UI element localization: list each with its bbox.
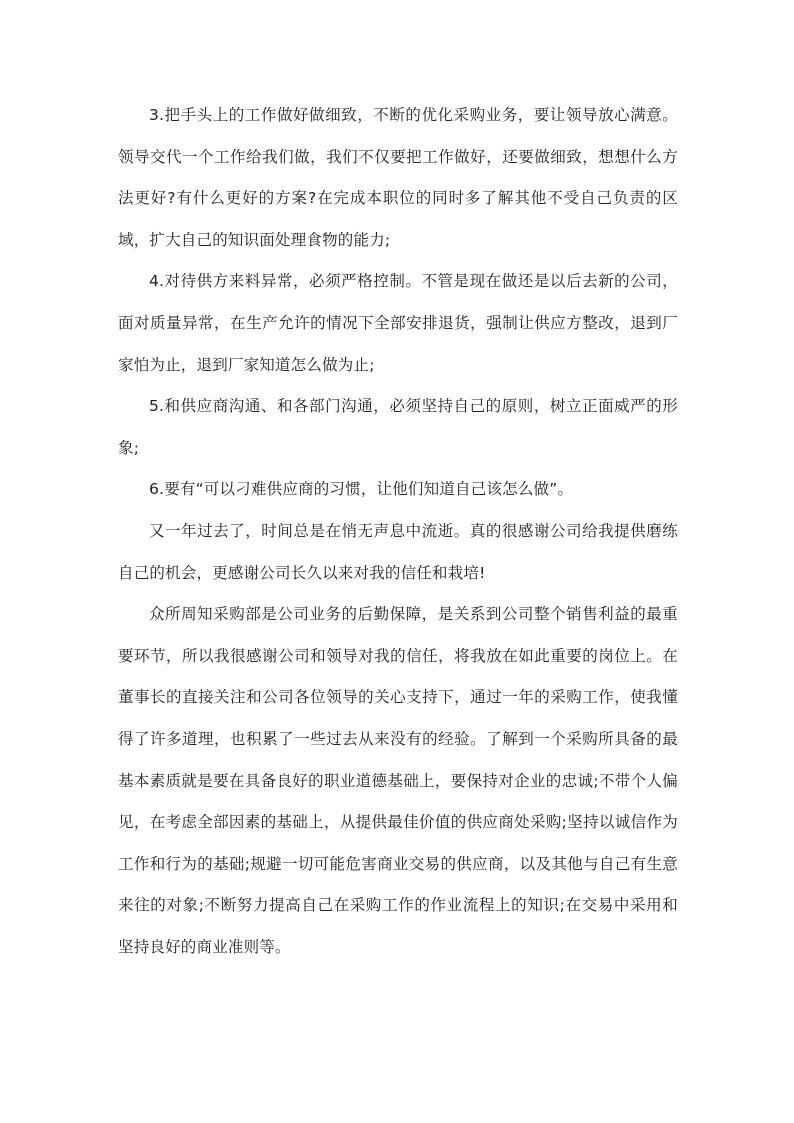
paragraph-year-gratitude: 又一年过去了，时间总是在悄无声息中流逝。真的很感谢公司给我提供磨练自己的机会，更感谢公司长久以来对我的信任和栽培! bbox=[118, 521, 678, 582]
paragraph-item-5: 5.和供应商沟通、和各部门沟通，必须坚持自己的原则，树立正面威严的形象; bbox=[118, 397, 678, 457]
paragraph-item-6: 6.要有“可以刁难供应商的习惯，让他们知道自己该怎么做”。 bbox=[149, 480, 574, 499]
document-body bbox=[118, 95, 678, 968]
paragraph-item-3: 3.把手头上的工作做好做细致，不断的优化采购业务，要让领导放心满意。领导交代一个工作给我们做，我们不仅要把工作做好，还要做细致，想想什么方法更好?有什么更好的方案?在完成本职位的同时多了解其他不受自己负责的区域，扩大自己的知识面处理食物的能力; bbox=[118, 106, 678, 249]
paragraph-item-4: 4.对待供方来料异常，必须严格控制。不管是现在做还是以后去新的公司，面对质量异常，在生产允许的情况下全部安排退货，强制让供应方整改，退到厂家怕为止，退到厂家知道怎么做为止; bbox=[118, 272, 678, 374]
paragraph-procurement-summary: 众所周知采购部是公司业务的后勤保障，是关系到公司整个销售利益的最重要环节，所以我很感谢公司和领导对我的信任，将我放在如此重要的岗位上。在董事长的直接关注和公司各位领导的关心支持下，通过一年的采购工作，使我懂得了许多道理，也积累了一些过去从来没有的经验。了解到一个采购所具备的最基本素质就是要在具备良好的职业道德基础上，要保持对企业的忠诚;不带个人偏见，在考虑全部因素的基础上，从提供最佳价值的供应商处采购;坚持以诚信作为工作和行为的基础;规避一切可能危害商业交易的供应商，以及其他与自己有生意来往的对象;不断努力提高自己在采购工作的作业流程上的知识;在交易中采用和坚持良好的商业准则等。 bbox=[118, 605, 678, 956]
